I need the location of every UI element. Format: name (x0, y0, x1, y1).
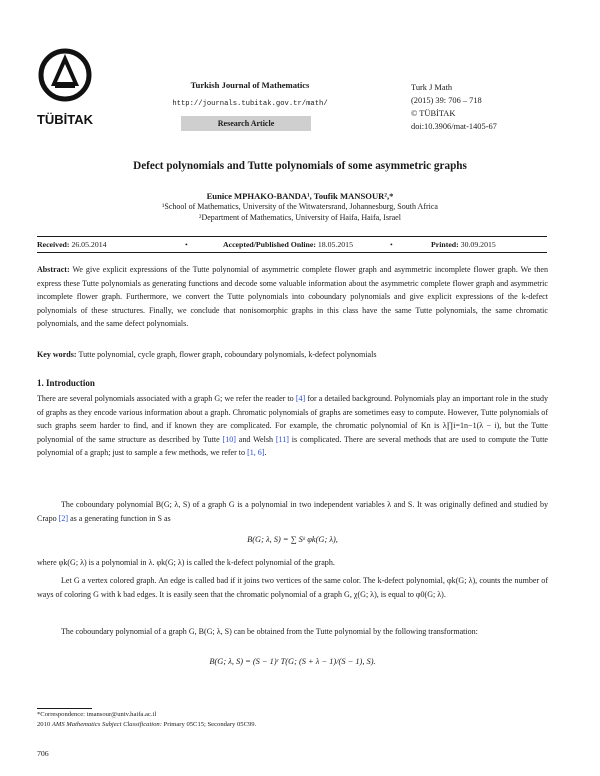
text: There are several polynomials associated with a graph G; we refer the reader to (37, 394, 296, 403)
correspondence-footnote: *Correspondence: tmansour@univ.haifa.ac.il (37, 711, 157, 718)
abstract-text: We give explicit expressions of the Tutte polynomial of asymmetric complete flower graph and asymmetric incomplete flower graph. We then express these Tutte polynomials as generating functions and decode some valuable information about the asymmetric complete flower graph and asymmetric incomplete flower graph. Furthermore, we convert the Tutte polynomials into coboundary polynomials and give explicit expressions of the k-defect polynomials of these structures. Finally, we conclude that nonisomorphic graphs in this class have the same Tutte polynomials, the same chromatic polynomials, and the same defect polynomials. (37, 265, 548, 328)
intro-paragraph-1 (37, 392, 548, 460)
tubitak-logo-icon (34, 40, 96, 138)
text: . (264, 448, 267, 457)
footnote-divider (37, 708, 92, 709)
article-type-badge: Research Article (181, 116, 311, 131)
divider (37, 252, 547, 253)
doi-link[interactable]: doi:10.3906/mat-1405-67 (411, 122, 497, 131)
journal-info-block (411, 81, 497, 133)
text: for a detailed background. Polynomials play an important role in the study of graphs as they encode various information about a graph. Chromatic polynomials of graphs are sometimes easy to compute. However, Tutte polynomials of such graphs seem harder to find, and if known they are complicated. For example, the chromatic polynomial of Kn is λ∏i=1n−1(λ − i), but the Tutte polynomial of the same structure as described by Tutte (37, 394, 548, 444)
intro-paragraph-2 (37, 498, 548, 525)
citation-link[interactable]: [2] (58, 513, 69, 523)
citation-link[interactable]: [11] (275, 434, 289, 444)
text: is complicated. There are several methods that are used to compute the Tutte polynomial of a graph; just to sample a few methods, we refer to (37, 434, 548, 457)
abstract-label: Abstract: (37, 265, 70, 274)
printed-date: 30.09.2015 (460, 240, 496, 249)
bullet: • (185, 240, 188, 249)
text: The coboundary polynomial B(G; λ, S) of a graph G is a polynomial in two independent variables λ and S. It was originally defined and studied by Crapo (37, 500, 548, 523)
journal-name: Turkish Journal of Mathematics (190, 80, 310, 90)
copyright: © TÜBİTAK (411, 109, 456, 118)
accepted-label: Accepted/Published Online: (223, 240, 316, 249)
authors: Eunice MPHAKO-BANDA¹, Toufik MANSOUR²,* (206, 191, 394, 201)
paper-title: Defect polynomials and Tutte polynomials of some asymmetric graphs (133, 160, 467, 172)
text: 2010 (37, 721, 52, 728)
journal-url-link[interactable]: http://journals.tubitak.gov.tr/math/ (172, 100, 328, 108)
intro-paragraph-3: where φk(G; λ) is a polynomial in λ. φk(G; λ) is called the k-defect polynomial of the graph. (37, 558, 335, 567)
volume-info: (2015) 39: 706 – 718 (411, 96, 482, 105)
divider (37, 236, 547, 237)
affiliation-1: ¹School of Mathematics, University of the Witwatersrand, Johannesburg, South Africa (162, 202, 438, 211)
logo-wordmark: TÜBİTAK (36, 112, 94, 127)
abstract (37, 263, 548, 331)
keywords-text: Tutte polynomial, cycle graph, flower graph, coboundary polynomials, k-defect polynomials (78, 350, 377, 359)
page-number: 706 (37, 749, 49, 758)
affiliation-2: ²Department of Mathematics, University of Haifa, Haifa, Israel (199, 213, 401, 222)
keywords (37, 348, 548, 362)
equation-1: B(G; λ, S) = ∑ Sᵏ φk(G; λ), (247, 535, 338, 544)
equation-2: B(G; λ, S) = (S − 1)ʳ T(G; (S + λ − 1)/(S − 1), S). (209, 657, 376, 666)
keywords-label: Key words: (37, 350, 77, 359)
msc-label: AMS Mathematics Subject Classification: (51, 721, 162, 728)
tubitak-logo (34, 40, 96, 138)
bullet: • (390, 240, 393, 249)
text: Primary 05C15; Secondary 05C99. (161, 721, 257, 728)
msc-footnote (37, 721, 256, 728)
journal-abbrev: Turk J Math (411, 83, 453, 92)
citation-link[interactable]: [4] (295, 394, 306, 403)
text: and Welsh (235, 434, 276, 444)
received-label: Received: (37, 240, 70, 249)
intro-paragraph-4: Let G a vertex colored graph. An edge is called bad if it joins two vertices of the same color. The k-defect polynomial, φk(G; λ), counts the number of ways of coloring G with k bad edges. It is easily seen that the chromatic polynomial of a graph G, χ(G; λ), is equal to φ0(G; λ). (37, 576, 548, 599)
citation-link[interactable]: [1, 6] (247, 448, 265, 457)
intro-paragraph-5: The coboundary polynomial of a graph G, B(G; λ, S) can be obtained from the Tutte polynomial by the following transformation: (61, 627, 478, 636)
section-heading: 1. Introduction (37, 378, 95, 388)
text: as a generating function in S as (68, 513, 171, 523)
citation-link[interactable]: [10] (222, 434, 236, 444)
accepted-date: 18.05.2015 (317, 240, 353, 249)
printed-label: Printed: (431, 240, 459, 249)
received-date: 26.05.2014 (71, 240, 107, 249)
